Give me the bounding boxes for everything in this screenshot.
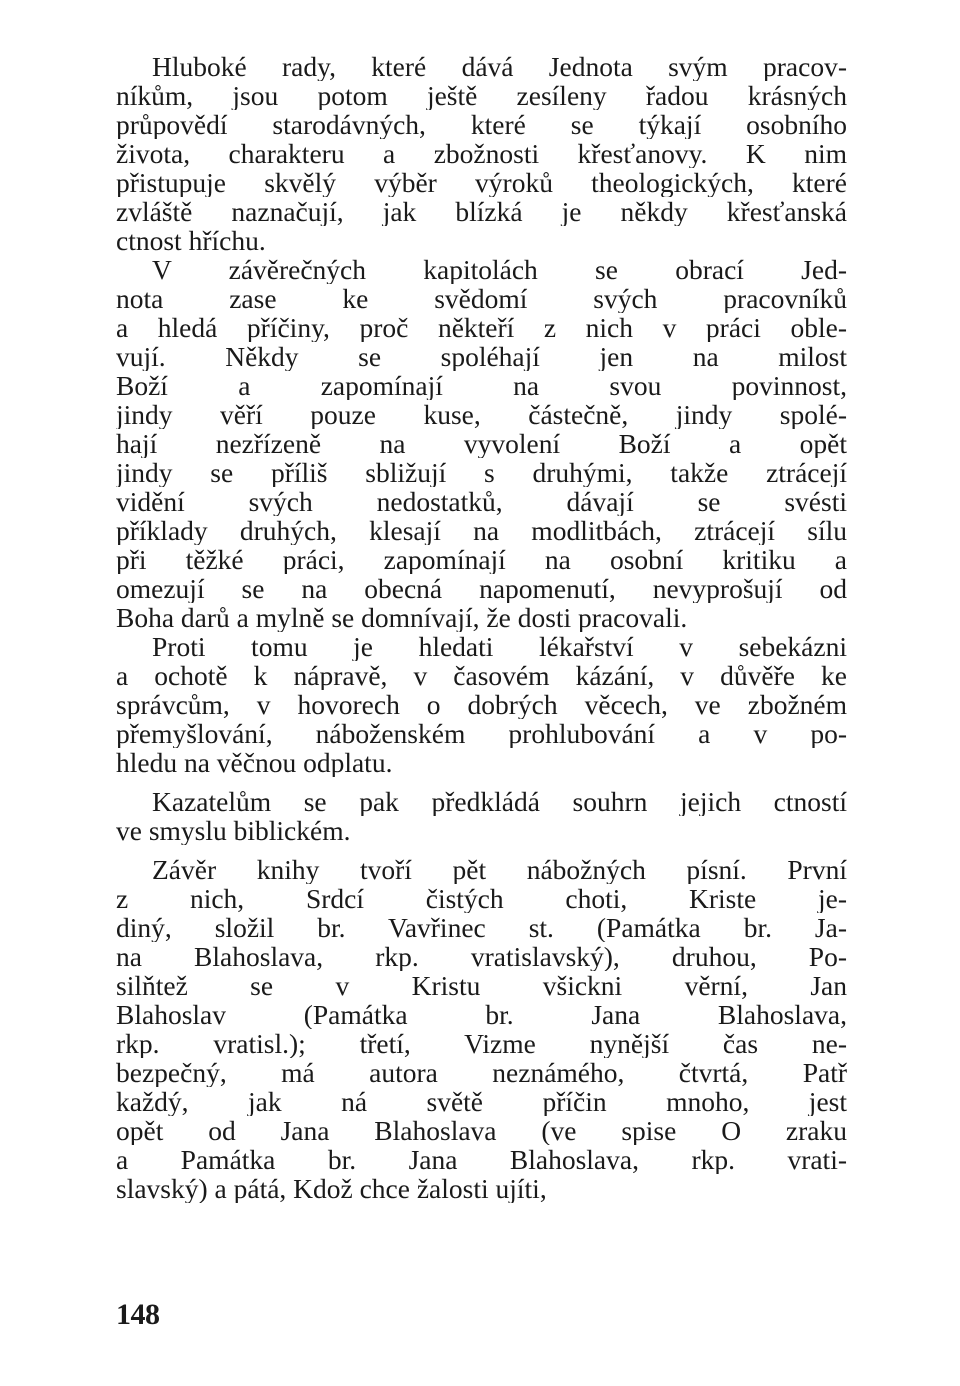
text-line: přistupuje skvělý výběr výroků theologických, které xyxy=(116,168,847,197)
text-line: jindy věří pouze kuse, částečně, jindy spolé- xyxy=(116,400,847,429)
text-line: Závěr knihy tvoří pět nábožných písní. První xyxy=(152,855,847,884)
paragraph xyxy=(116,787,847,845)
text-line: rkp. vratisl.); třetí, Vizme nynější čas ne- xyxy=(116,1029,847,1058)
text-line: z nich, Srdcí čistých choti, Kriste je- xyxy=(116,884,847,913)
paragraph-gap xyxy=(116,845,847,855)
text-line: příklady druhých, klesají na modlitbách, ztrácejí sílu xyxy=(116,516,847,545)
text-line: omezují se na obecná napomenutí, nevyprošují od xyxy=(116,574,847,603)
text-line: Blahoslav (Památka br. Jana Blahoslava, xyxy=(116,1000,847,1029)
text-line: života, charakteru a zbožnosti křesťanovy. K nim xyxy=(116,139,847,168)
text-line: opět od Jana Blahoslava (ve spise O zraku xyxy=(116,1116,847,1145)
text-line: hají nezřízeně na vyvolení Boží a opět xyxy=(116,429,847,458)
text-line: nota zase ke svědomí svých pracovníků xyxy=(116,284,847,313)
text-line: průpovědí starodávných, které se týkají osobního xyxy=(116,110,847,139)
paragraph-gap xyxy=(116,777,847,787)
text-line: Kazatelům se pak předkládá souhrn jejich ctností xyxy=(152,787,847,816)
text-line: hledu na věčnou odplatu. xyxy=(116,748,393,777)
text-line: vují. Někdy se spoléhají jen na milost xyxy=(116,342,847,371)
text-line: při těžké práci, zapomínají na osobní kritiku a xyxy=(116,545,847,574)
text-line: silňtež se v Kristu všickni věrní, Jan xyxy=(116,971,847,1000)
page-body xyxy=(116,52,847,1203)
text-line: na Blahoslava, rkp. vratislavský), druhou, Po- xyxy=(116,942,847,971)
text-line: a ochotě k nápravě, v časovém kázání, v důvěře ke xyxy=(116,661,847,690)
paragraph xyxy=(116,255,847,632)
text-line: Boží a zapomínají na svou povinnost, xyxy=(116,371,847,400)
text-line: níkům, jsou potom ještě zesíleny řadou krásných xyxy=(116,81,847,110)
text-line: Hluboké rady, které dává Jednota svým pracov- xyxy=(152,52,847,81)
text-line: zvláště naznačují, jak blízká je někdy křesťanská xyxy=(116,197,847,226)
text-line: Proti tomu je hledati lékařství v sebekázni xyxy=(152,632,847,661)
text-line: bezpečný, má autora neznámého, čtvrtá, Patř xyxy=(116,1058,847,1087)
text-line: vidění svých nedostatků, dávají se svésti xyxy=(116,487,847,516)
text-line: jindy se příliš sbližují s druhými, takže ztrácejí xyxy=(116,458,847,487)
text-line: V závěrečných kapitolách se obrací Jed- xyxy=(152,255,847,284)
text-line: slavský) a pátá, Kdož chce žalosti ujíti, xyxy=(116,1174,547,1203)
text-line: přemyšlování, náboženském prohlubování a v po- xyxy=(116,719,847,748)
paragraph xyxy=(116,52,847,255)
text-line: Boha darů a mylně se domnívají, že dosti pracovali. xyxy=(116,603,688,632)
text-line: každý, jak ná světě příčin mnoho, jest xyxy=(116,1087,847,1116)
text-line: diný, složil br. Vavřinec st. (Památka br. Ja- xyxy=(116,913,847,942)
text-line: a Památka br. Jana Blahoslava, rkp. vrati- xyxy=(116,1145,847,1174)
paragraph xyxy=(116,855,847,1203)
text-line: ctnost hříchu. xyxy=(116,226,266,255)
text-line: a hledá příčiny, proč někteří z nich v práci oble- xyxy=(116,313,847,342)
text-line: správcům, v hovorech o dobrých věcech, ve zbožném xyxy=(116,690,847,719)
text-line: ve smyslu biblickém. xyxy=(116,816,351,845)
paragraph xyxy=(116,632,847,777)
page-number: 148 xyxy=(116,1298,160,1331)
